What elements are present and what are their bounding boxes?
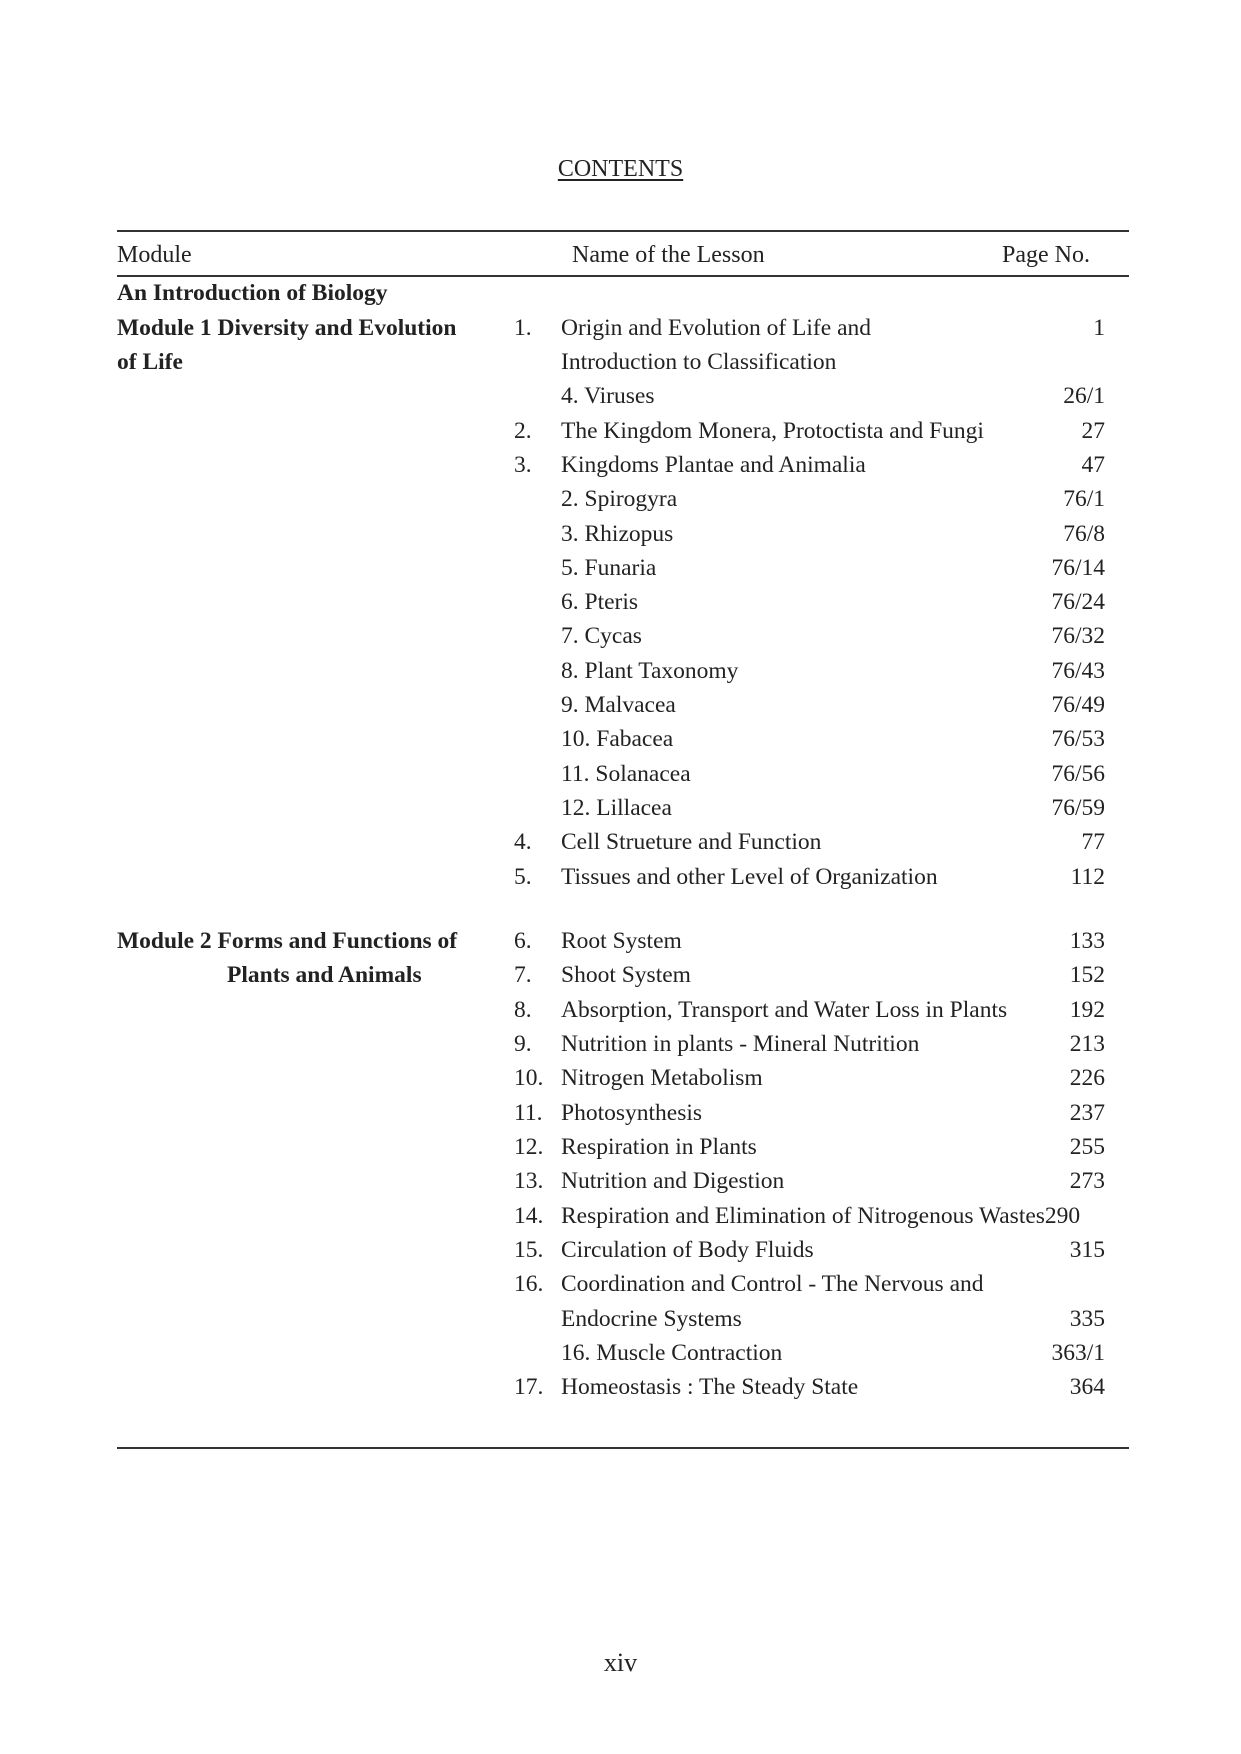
toc-lesson-title: Coordination and Control - The Nervous and (561, 1271, 984, 1297)
toc-lesson-title: Nutrition and Digestion (561, 1168, 785, 1194)
toc-page-number: 273 (1069, 1168, 1105, 1194)
toc-page-number: 26/1 (1063, 383, 1105, 409)
toc-row (0, 1096, 1241, 1130)
toc-page-number: 76/8 (1063, 521, 1105, 547)
toc-row (0, 551, 1241, 585)
toc-row (0, 414, 1241, 448)
toc-lesson-number: 7. (514, 962, 532, 988)
toc-lesson-title: Shoot System (561, 962, 691, 988)
toc-row (0, 1336, 1241, 1370)
toc-row (0, 276, 1241, 310)
toc-row (0, 722, 1241, 756)
toc-module: Plants and Animals (227, 962, 422, 988)
toc-row (0, 993, 1241, 1027)
toc-lesson-title: Kingdoms Plantae and Animalia (561, 452, 866, 478)
toc-lesson-title: 11. Solanacea (561, 761, 691, 787)
toc-lesson-title: Respiration and Elimination of Nitrogenous Wastes290 (561, 1203, 1081, 1229)
toc-page-number: 363/1 (1051, 1340, 1105, 1366)
toc-row (0, 825, 1241, 859)
toc-page-number: 76/32 (1051, 623, 1105, 649)
toc-lesson-title: Nutrition in plants - Mineral Nutrition (561, 1031, 920, 1057)
toc-row (0, 1199, 1241, 1233)
page-number: xiv (603, 1648, 638, 1677)
toc-lesson-number: 8. (514, 997, 532, 1023)
toc-row (0, 1027, 1241, 1061)
toc-lesson-title: The Kingdom Monera, Protoctista and Fungi (561, 418, 984, 444)
toc-lesson-title: 9. Malvacea (561, 692, 676, 718)
toc-lesson-title: Tissues and other Level of Organization (561, 864, 938, 890)
toc-page-number: 315 (1069, 1237, 1105, 1263)
toc-row (0, 860, 1241, 894)
toc-lesson-number: 9. (514, 1031, 532, 1057)
toc-lesson-title: 16. Muscle Contraction (561, 1340, 783, 1366)
toc-lesson-title: Root System (561, 928, 682, 954)
toc-lesson-number: 13. (514, 1168, 544, 1194)
toc-row (0, 585, 1241, 619)
header-top-rule (117, 230, 1129, 232)
toc-lesson-title: Respiration in Plants (561, 1134, 757, 1160)
toc-page-number: 76/56 (1051, 761, 1105, 787)
toc-page-number: 76/43 (1051, 658, 1105, 684)
toc-lesson-title: Cell Strueture and Function (561, 829, 822, 855)
toc-row (0, 345, 1241, 379)
toc-page-number: 76/1 (1063, 486, 1105, 512)
toc-lesson-number: 4. (514, 829, 532, 855)
toc-page-number: 152 (1069, 962, 1105, 988)
column-header-module: Module (117, 242, 192, 268)
toc-lesson-number: 2. (514, 418, 532, 444)
toc-page-number: 133 (1069, 928, 1105, 954)
toc-lesson-title: Introduction to Classification (561, 349, 837, 375)
toc-lesson-title: 6. Pteris (561, 589, 639, 615)
toc-page-number: 255 (1069, 1134, 1105, 1160)
toc-row (0, 924, 1241, 958)
column-header-page: Page No. (1002, 242, 1090, 268)
toc-row (0, 1130, 1241, 1164)
toc-row (0, 791, 1241, 825)
table-bottom-rule (117, 1447, 1129, 1449)
toc-lesson-title: 10. Fabacea (561, 726, 674, 752)
column-header-lesson: Name of the Lesson (572, 242, 765, 268)
toc-module: Module 2 Forms and Functions of (117, 928, 458, 954)
toc-lesson-title: Absorption, Transport and Water Loss in Plants (561, 997, 1008, 1023)
toc-page-number: 364 (1069, 1374, 1105, 1400)
toc-page-number: 76/59 (1051, 795, 1105, 821)
toc-lesson-title: 7. Cycas (561, 623, 642, 649)
toc-lesson-number: 10. (514, 1065, 544, 1091)
toc-row (0, 958, 1241, 992)
toc-row (0, 1233, 1241, 1267)
toc-row (0, 311, 1241, 345)
toc-lesson-number: 5. (514, 864, 532, 890)
toc-module: An Introduction of Biology (117, 280, 388, 306)
toc-lesson-number: 3. (514, 452, 532, 478)
toc-lesson-title: Origin and Evolution of Life and (561, 315, 871, 341)
toc-row (0, 619, 1241, 653)
toc-row (0, 1302, 1241, 1336)
toc-lesson-title: 4. Viruses (561, 383, 655, 409)
toc-page-number: 1 (1093, 315, 1105, 341)
toc-lesson-number: 6. (514, 928, 532, 954)
toc-page-number: 77 (1081, 829, 1105, 855)
toc-lesson-title: Homeostasis : The Steady State (561, 1374, 859, 1400)
toc-lesson-title: 5. Funaria (561, 555, 657, 581)
toc-row (0, 1370, 1241, 1404)
toc-page-number: 76/14 (1051, 555, 1105, 581)
toc-row (0, 1267, 1241, 1301)
toc-row (0, 482, 1241, 516)
toc-page-number: 335 (1069, 1306, 1105, 1332)
toc-lesson-title: Nitrogen Metabolism (561, 1065, 763, 1091)
toc-lesson-number: 12. (514, 1134, 544, 1160)
toc-row (0, 688, 1241, 722)
toc-row (0, 517, 1241, 551)
toc-row (0, 1061, 1241, 1095)
toc-lesson-number: 1. (514, 315, 532, 341)
toc-row (0, 379, 1241, 413)
toc-lesson-number: 11. (514, 1100, 543, 1126)
toc-page-number: 47 (1081, 452, 1105, 478)
toc-lesson-title: Circulation of Body Fluids (561, 1237, 814, 1263)
toc-lesson-title: 8. Plant Taxonomy (561, 658, 739, 684)
toc-lesson-number: 15. (514, 1237, 544, 1263)
toc-page-number: 76/49 (1051, 692, 1105, 718)
toc-module: Module 1 Diversity and Evolution (117, 315, 457, 341)
toc-lesson-number: 14. (514, 1203, 544, 1229)
toc-row (0, 654, 1241, 688)
toc-lesson-title: 3. Rhizopus (561, 521, 674, 547)
toc-page-number: 226 (1069, 1065, 1105, 1091)
toc-lesson-title: Endocrine Systems (561, 1306, 742, 1332)
toc-row (0, 1164, 1241, 1198)
toc-page-number: 213 (1069, 1031, 1105, 1057)
toc-module: of Life (117, 349, 183, 375)
toc-lesson-title: Photosynthesis (561, 1100, 703, 1126)
toc-page-number: 237 (1069, 1100, 1105, 1126)
toc-page-number: 76/24 (1051, 589, 1105, 615)
page-title: CONTENTS (557, 156, 684, 182)
toc-page-number: 192 (1069, 997, 1105, 1023)
toc-lesson-title: 2. Spirogyra (561, 486, 678, 512)
toc-lesson-number: 16. (514, 1271, 544, 1297)
toc-page-number: 112 (1070, 864, 1105, 890)
toc-lesson-number: 17. (514, 1374, 544, 1400)
toc-row (0, 448, 1241, 482)
toc-page-number: 27 (1081, 418, 1105, 444)
toc-lesson-title: 12. Lillacea (561, 795, 672, 821)
toc-page-number: 76/53 (1051, 726, 1105, 752)
toc-row (0, 757, 1241, 791)
